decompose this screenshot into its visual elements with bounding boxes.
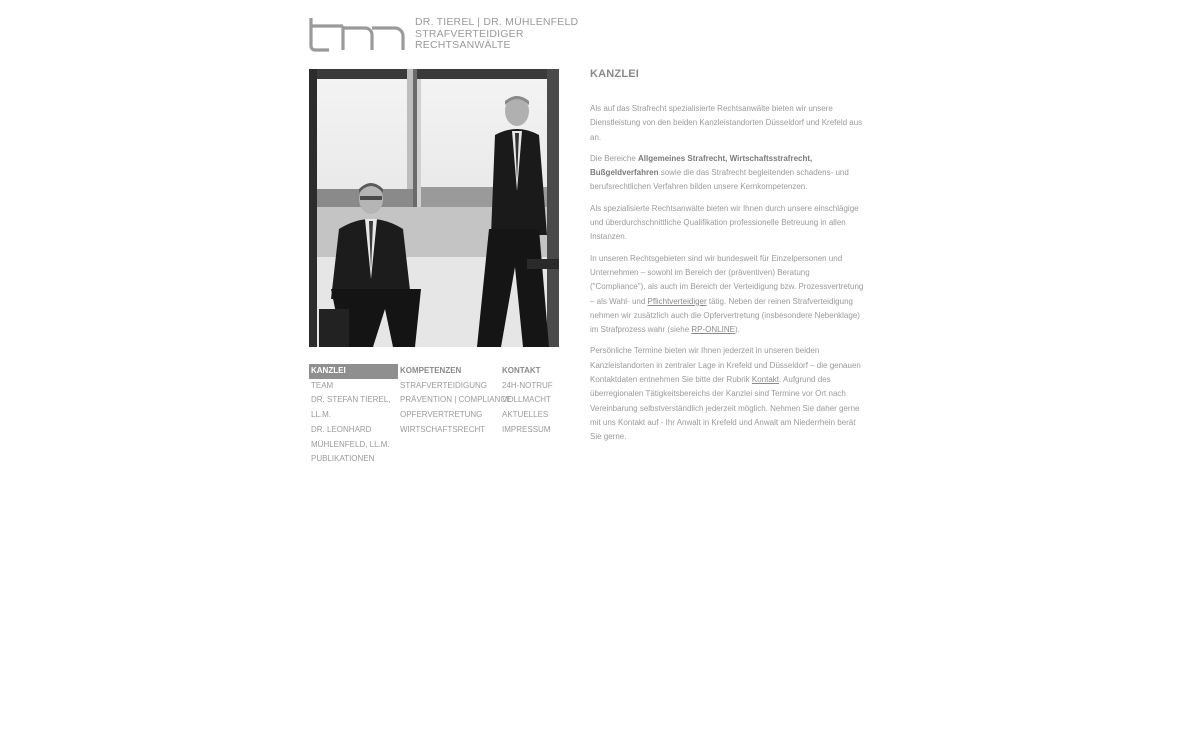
bold-separator: ,: [725, 153, 730, 163]
nav-item-strafverteidigung[interactable]: STRAFVERTEIDIGUNG: [400, 380, 487, 390]
nav-column-kontakt: [500, 364, 560, 438]
nav-item-aktuelles[interactable]: AKTUELLES: [502, 410, 549, 420]
nav-column-kanzlei: [309, 364, 398, 467]
paragraph-rechtsgebiete: [590, 252, 866, 338]
nav-item-notruf[interactable]: 24H-NOTRUF: [502, 380, 553, 390]
page-title: KANZLEI: [590, 68, 640, 80]
nav-item-impressum[interactable]: IMPRESSUM: [502, 424, 551, 434]
nav-item-tierel-title[interactable]: LL.M.: [311, 410, 332, 420]
link-rp-online[interactable]: RP-ONLINE: [691, 325, 735, 335]
nav-item-praevention[interactable]: PRÄVENTION | COMPLIANCE: [400, 395, 512, 405]
paragraph-intro: Als auf das Strafrecht spezialisierte Rechtsanwälte bieten wir unsere Dienstleistung von den beiden Kanzleistandorten Düsseldorf und Krefeld aus an.: [590, 104, 863, 142]
nav-column-kompetenzen: [398, 364, 512, 438]
nav-item-opfervertretung[interactable]: OPFERVERTRETUNG: [400, 410, 483, 420]
text: ).: [734, 325, 740, 335]
paragraph-qualifikation: Als spezialisierte Rechtsanwälte bieten wir Ihnen durch unsere einschlägige und überdurchschnittliche Qualifikation professionelle Betreuung in allen Instanzen.: [590, 203, 859, 242]
text: sowie die das Strafrecht begleitenden schadens- und berufsrechtlichen Verfahren bilden unsere Kernkompetenzen.: [590, 168, 849, 192]
link-kontakt[interactable]: Kontakt: [751, 375, 780, 385]
logo-line-2: STRAFVERTEIDIGER: [415, 27, 524, 40]
link-pflichtverteidiger[interactable]: Pflichtverteidiger: [647, 296, 707, 306]
text: tätig. Neben der reinen Strafverteidigung nehmen wir zusätzlich auch die Opfervertretung (insbesondere Nebenklage) im Strafprozess wahr (siehe: [590, 296, 860, 335]
text: . Aufgrund des überregionalen Tätigkeitsbereichs der Kanzlei sind Termine vor Ort nach Vereinbarung selbstverständlich jederzeit möglich. Nehmen Sie daher gerne mit uns Kontakt auf - Ihr Anwalt in Krefeld und Anwalt am Niederrhein berät Sie gerne.: [590, 375, 860, 442]
bold-allgemeines-strafrecht: Allgemeines Strafrecht: [638, 153, 726, 163]
logo[interactable]: [309, 16, 579, 54]
nav-item-tierel[interactable]: DR. STEFAN TIEREL,: [311, 395, 391, 405]
main-content: [590, 68, 866, 452]
team-photo-image: [309, 69, 559, 347]
nav-item-muehlenfeld[interactable]: DR. LEONHARD: [311, 424, 372, 434]
logo-mark-icon: [309, 16, 409, 52]
nav-item-wirtschaftsrecht[interactable]: WIRTSCHAFTSRECHT: [400, 424, 486, 434]
nav-head-kanzlei[interactable]: KANZLEI: [309, 364, 398, 379]
nav-item-vollmacht[interactable]: VOLLMACHT: [502, 395, 551, 405]
logo-line-3: RECHTSANWÄLTE: [415, 39, 511, 51]
text: Die Bereiche: [590, 153, 639, 163]
nav-item-muehlenfeld-title[interactable]: MÜHLENFELD, LL.M.: [311, 439, 390, 449]
bold-wirtschaftsstrafrecht: Wirtschaftsstrafrecht, Bußgeldverfahren: [590, 153, 813, 178]
logo-text: [415, 17, 578, 52]
nav-item-publikationen[interactable]: PUBLIKATIONEN: [311, 454, 375, 464]
paragraph-bereiche: [590, 152, 866, 195]
nav-head-kontakt[interactable]: KONTAKT: [502, 366, 541, 375]
text: In unseren Rechtsgebieten sind wir bundesweit für Einzelpersonen und Unternehmen – sowohl im Bereich der (präventiven) Beratung ("Compliance"), als auch im Bereich der Verteidigung bzw. Prozessvertretung – als Wahl- und: [590, 253, 864, 306]
paragraph-termine: [590, 344, 866, 444]
nav-head-kompetenzen[interactable]: KOMPETENZEN: [400, 366, 462, 375]
logo-line-1: DR. TIEREL | DR. MÜHLENFELD: [415, 16, 579, 28]
text: Persönliche Termine bieten wir Ihnen jederzeit in unseren beiden Kanzleistandorten in zentraler Lage in Krefeld und Düsseldorf – die genauen Kontaktdaten entnehmen Sie bitte der Rubrik: [590, 346, 861, 385]
team-photo: [309, 69, 559, 347]
nav-item-team[interactable]: TEAM: [311, 380, 334, 390]
